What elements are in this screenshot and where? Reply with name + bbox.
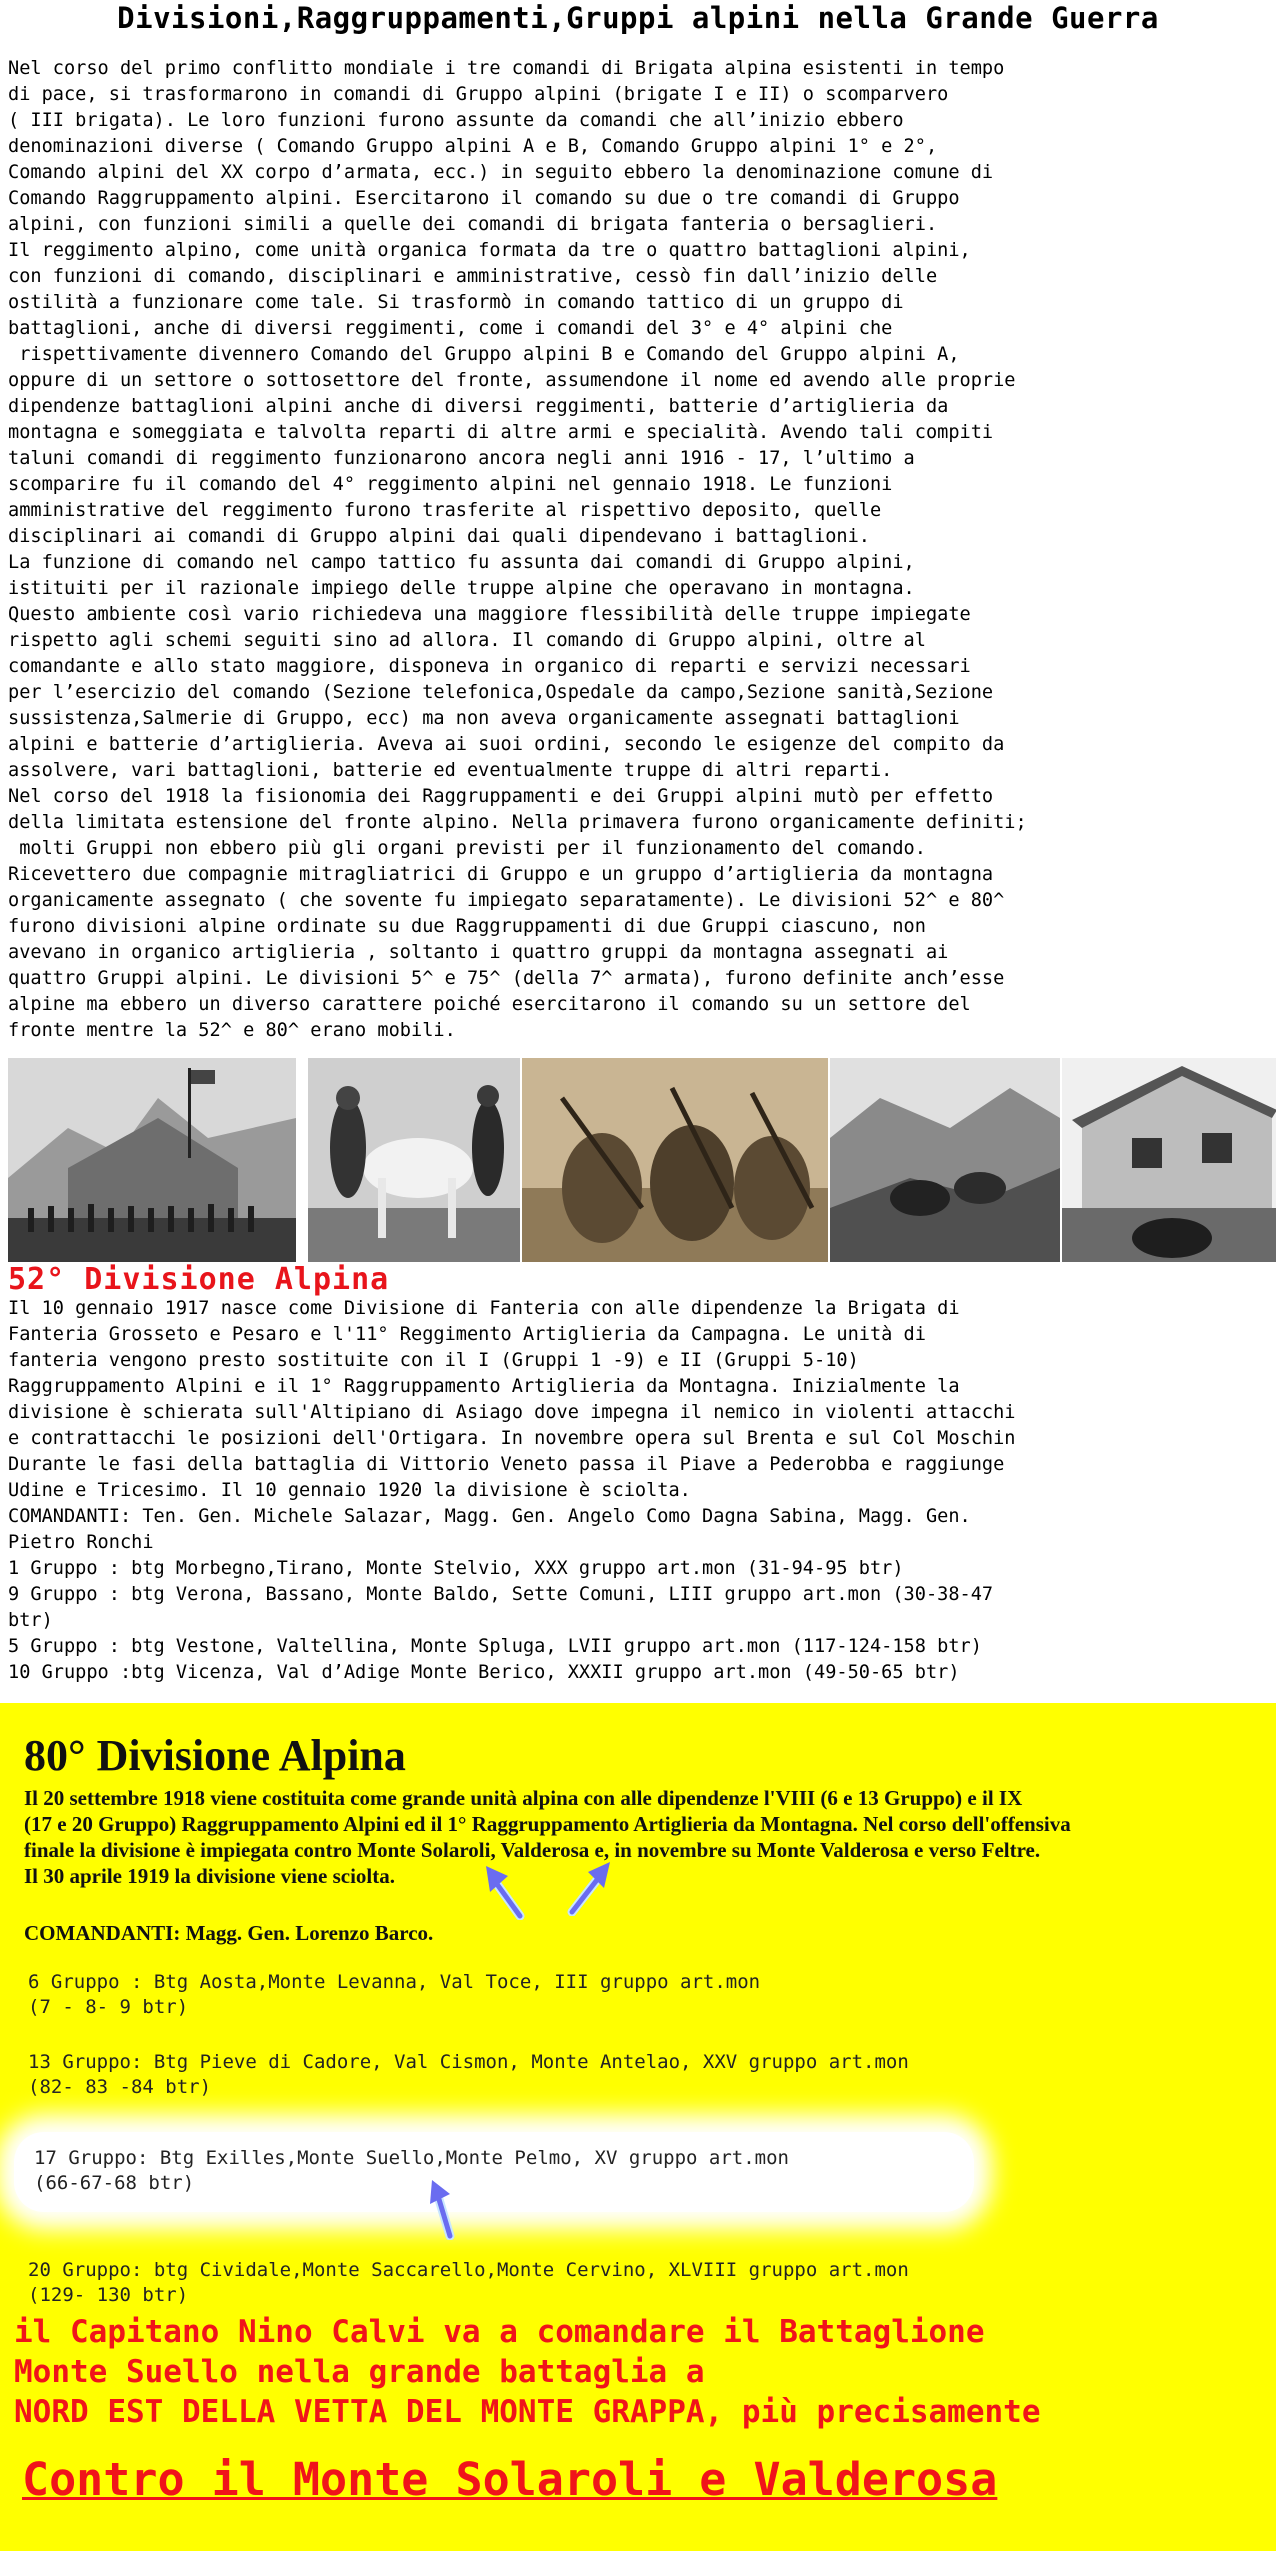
div80-commanders: COMANDANTI: Magg. Gen. Lorenzo Barco.	[24, 1921, 434, 1945]
div52-title: 52° Divisione Alpina	[8, 1262, 390, 1297]
intro-line: rispettivamente divennero Comando del Gruppo alpini B e Comando del Gruppo alpini A,	[8, 344, 960, 365]
photo-soldiers-rocks	[830, 1058, 1060, 1262]
intro-line: ( III brigata). Le loro funzioni furono assunte da comandi che all’inizio ebbero	[8, 110, 904, 131]
intro-line: Ricevettero due compagnie mitragliatrici di Gruppo e un gruppo d’artiglieria da montagna	[8, 864, 994, 885]
intro-line: rispetto agli schemi seguiti sino ad allora. Il comando di Gruppo alpini, oltre al	[8, 630, 926, 651]
div52-line: Fanteria Grosseto e Pesaro e l'11° Reggimento Artiglieria da Campagna. Le unità di	[8, 1324, 926, 1345]
div52-line: Durante le fasi della battaglia di Vittorio Veneto passa il Piave a Pederobba e raggiunge	[8, 1454, 1005, 1475]
div80-title: 80° Divisione Alpina	[24, 1731, 406, 1780]
intro-line: Nel corso del primo conflitto mondiale i tre comandi di Brigata alpina esistenti in tempo	[8, 58, 1005, 79]
div80-line: Il 20 settembre 1918 viene costituita come grande unità alpina con alle dipendenze l'VIII (6 e 13 Gruppo) e il IX	[24, 1786, 1023, 1810]
div80-line: (17 e 20 Gruppo) Raggruppamento Alpini ed il 1° Raggruppamento Artiglieria da Montagna. Nel corso dell'offensiva	[24, 1812, 1071, 1836]
arrow-icon	[560, 1856, 620, 1916]
intro-line: Questo ambiente così vario richiedeva una maggiore flessibilità delle truppe impiegate	[8, 604, 971, 625]
intro-line: taluni comandi di reggimento funzionarono ancora negli anni 1916 - 17, l’ultimo a	[8, 448, 915, 469]
calvi-line: Monte Suello nella grande battaglia a	[14, 2354, 705, 2390]
calvi-headline: Contro il Monte Solaroli e Valderosa	[22, 2453, 998, 2506]
intro-line: molti Gruppi non ebbero più gli organi previsti per il funzionamento del comando.	[8, 838, 926, 859]
div80-group-20: 20 Gruppo: btg Cividale,Monte Saccarello,Monte Cervino, XLVIII gruppo art.mon (129- 130 btr)	[28, 2259, 909, 2306]
intro-line: per l’esercizio del comando (Sezione telefonica,Ospedale da campo,Sezione sanità,Sezione	[8, 682, 994, 703]
intro-line: dipendenze battaglioni alpini anche di diversi reggimenti, batterie d’artiglieria da	[8, 396, 949, 417]
photo-strip	[8, 1058, 1276, 1264]
div80-group-17: 17 Gruppo: Btg Exilles,Monte Suello,Monte Pelmo, XV gruppo art.mon (66-67-68 btr)	[34, 2147, 789, 2194]
intro-line: montagna e someggiata e talvolta reparti di altre armi e specialità. Avendo tali compiti	[8, 422, 994, 443]
div52-text	[8, 1296, 1270, 1686]
intro-line: Il reggimento alpino, come unità organica formata da tre o quattro battaglioni alpini,	[8, 240, 971, 261]
div52-line: Raggruppamento Alpini e il 1° Raggruppamento Artiglieria da Montagna. Inizialmente la	[8, 1376, 960, 1397]
div52-line: fanteria vengono presto sostituite con il I (Gruppi 1 -9) e II (Gruppi 5-10)	[8, 1350, 859, 1371]
page-title: Divisioni,Raggruppamenti,Gruppi alpini nella Grande Guerra	[117, 1, 1159, 35]
div52-line: Il 10 gennaio 1917 nasce come Divisione di Fanteria con alle dipendenze la Brigata di	[8, 1298, 960, 1319]
photo-mules-soldiers	[308, 1058, 520, 1262]
div80-group-13: 13 Gruppo: Btg Pieve di Cadore, Val Cismon, Monte Antelao, XXV gruppo art.mon (82- 83 -84 btr)	[28, 2051, 909, 2098]
div52-line: 10 Gruppo :btg Vicenza, Val d’Adige Monte Berico, XXXII gruppo art.mon (49-50-65 btr)	[8, 1662, 960, 1683]
intro-line: La funzione di comando nel campo tattico fu assunta dai comandi di Gruppo alpini,	[8, 552, 915, 573]
intro-line: comandante e allo stato maggiore, disponeva in organico di reparti e servizi necessari	[8, 656, 971, 677]
photo-alpine-troops-flag	[8, 1058, 296, 1262]
div80-line: finale la divisione è impiegata contro Monte Solaroli, Valderosa e, in novembre su Monte Valderosa e verso Feltre.	[24, 1838, 1041, 1862]
intro-line: istituiti per il razionale impiego delle truppe alpine che operavano in montagna.	[8, 578, 915, 599]
intro-line: amministrative del reggimento furono trasferite al rispettivo deposito, quelle	[8, 500, 882, 521]
calvi-text	[14, 2312, 1274, 2432]
intro-line: della limitata estensione del fronte alpino. Nella primavera furono organicamente definiti;	[8, 812, 1027, 833]
div52-line: btr)	[8, 1610, 53, 1631]
intro-line: quattro Gruppi alpini. Le divisioni 5^ e 75^ (della 7^ armata), furono definite anch’esse	[8, 968, 1005, 989]
div52-line: e contrattacchi le posizioni dell'Ortigara. In novembre opera sul Brenta e sul Col Moschin	[8, 1428, 1016, 1449]
calvi-line: NORD EST DELLA VETTA DEL MONTE GRAPPA, più precisamente	[14, 2394, 1041, 2430]
intro-line: furono divisioni alpine ordinate su due Raggruppamenti di due Gruppi ciascuno, non	[8, 916, 926, 937]
intro-line: Nel corso del 1918 la fisionomia dei Raggruppamenti e dei Gruppi alpini mutò per effetto	[8, 786, 994, 807]
intro-text	[8, 56, 1270, 1044]
div52-line: COMANDANTI: Ten. Gen. Michele Salazar, Magg. Gen. Angelo Como Dagna Sabina, Magg. Gen.	[8, 1506, 971, 1527]
intro-line: alpini, con funzioni simili a quelle dei comandi di brigata fanteria o bersaglieri.	[8, 214, 938, 235]
div52-line: 1 Gruppo : btg Morbegno,Tirano, Monte Stelvio, XXX gruppo art.mon (31-94-95 btr)	[8, 1558, 904, 1579]
div52-line: 9 Gruppo : btg Verona, Bassano, Monte Baldo, Sette Comuni, LIII gruppo art.mon (30-38-47	[8, 1584, 994, 1605]
intro-line: alpini e batterie d’artiglieria. Aveva ai suoi ordini, secondo le esigenze del compito da	[8, 734, 1005, 755]
div52-line: 5 Gruppo : btg Vestone, Valtellina, Monte Spluga, LVII gruppo art.mon (117-124-158 btr)	[8, 1636, 982, 1657]
photo-mountain-hut	[1062, 1058, 1276, 1262]
div80-text	[24, 1785, 1264, 1889]
intro-line: assolvere, vari battaglioni, batterie ed eventualmente truppe di altri reparti.	[8, 760, 893, 781]
intro-line: disciplinari ai comandi di Gruppo alpini dai quali dipendevano i battaglioni.	[8, 526, 870, 547]
intro-line: con funzioni di comando, disciplinari e amministrative, cessò fin dall’inizio delle	[8, 266, 938, 287]
intro-line: alpine ma ebbero un diverso carattere poiché esercitarono il comando su un settore del	[8, 994, 971, 1015]
intro-line: avevano in organico artiglieria , soltanto i quattro gruppi da montagna assegnati ai	[8, 942, 949, 963]
intro-line: Comando alpini del XX corpo d’armata, ecc.) in seguito ebbero la denominazione comune di	[8, 162, 994, 183]
intro-line: organicamente assegnato ( che sovente fu impiegato separatamente). Le divisioni 52^ e 80^	[8, 890, 1005, 911]
intro-line: di pace, si trasformarono in comandi di Gruppo alpini (brigate I e II) o scomparvero	[8, 84, 949, 105]
intro-line: sussistenza,Salmerie di Gruppo, ecc) ma non aveva organicamente assegnati battaglioni	[8, 708, 960, 729]
div80-line: Il 30 aprile 1919 la divisione viene sciolta.	[24, 1864, 395, 1888]
calvi-line: il Capitano Nino Calvi va a comandare il Battaglione	[14, 2314, 985, 2350]
intro-line: battaglioni, anche di diversi reggimenti, come i comandi del 3° e 4° alpini che	[8, 318, 893, 339]
div52-line: Pietro Ronchi	[8, 1532, 154, 1553]
photo-soldiers-rifles	[522, 1058, 828, 1262]
intro-line: fronte mentre la 52^ e 80^ erano mobili.	[8, 1020, 456, 1041]
intro-line: denominazioni diverse ( Comando Gruppo alpini A e B, Comando Gruppo alpini 1° e 2°,	[8, 136, 938, 157]
arrow-icon	[478, 1860, 538, 1920]
div52-line: Udine e Tricesimo. Il 10 gennaio 1920 la divisione è sciolta.	[8, 1480, 691, 1501]
intro-line: scomparire fu il comando del 4° reggimento alpini nel gennaio 1918. Le funzioni	[8, 474, 893, 495]
intro-line: Comando Raggruppamento alpini. Esercitarono il comando su due o tre comandi di Gruppo	[8, 188, 960, 209]
div80-group-6: 6 Gruppo : Btg Aosta,Monte Levanna, Val Toce, III gruppo art.mon (7 - 8- 9 btr)	[28, 1971, 761, 2018]
intro-line: oppure di un settore o sottosettore del fronte, assumendone il nome ed avendo alle proprie	[8, 370, 1016, 391]
arrow-icon	[420, 2176, 466, 2240]
div52-line: divisione è schierata sull'Altipiano di Asiago dove impegna il nemico in violenti attacchi	[8, 1402, 1016, 1423]
intro-line: ostilità a funzionare come tale. Si trasformò in comando tattico di un gruppo di	[8, 292, 904, 313]
